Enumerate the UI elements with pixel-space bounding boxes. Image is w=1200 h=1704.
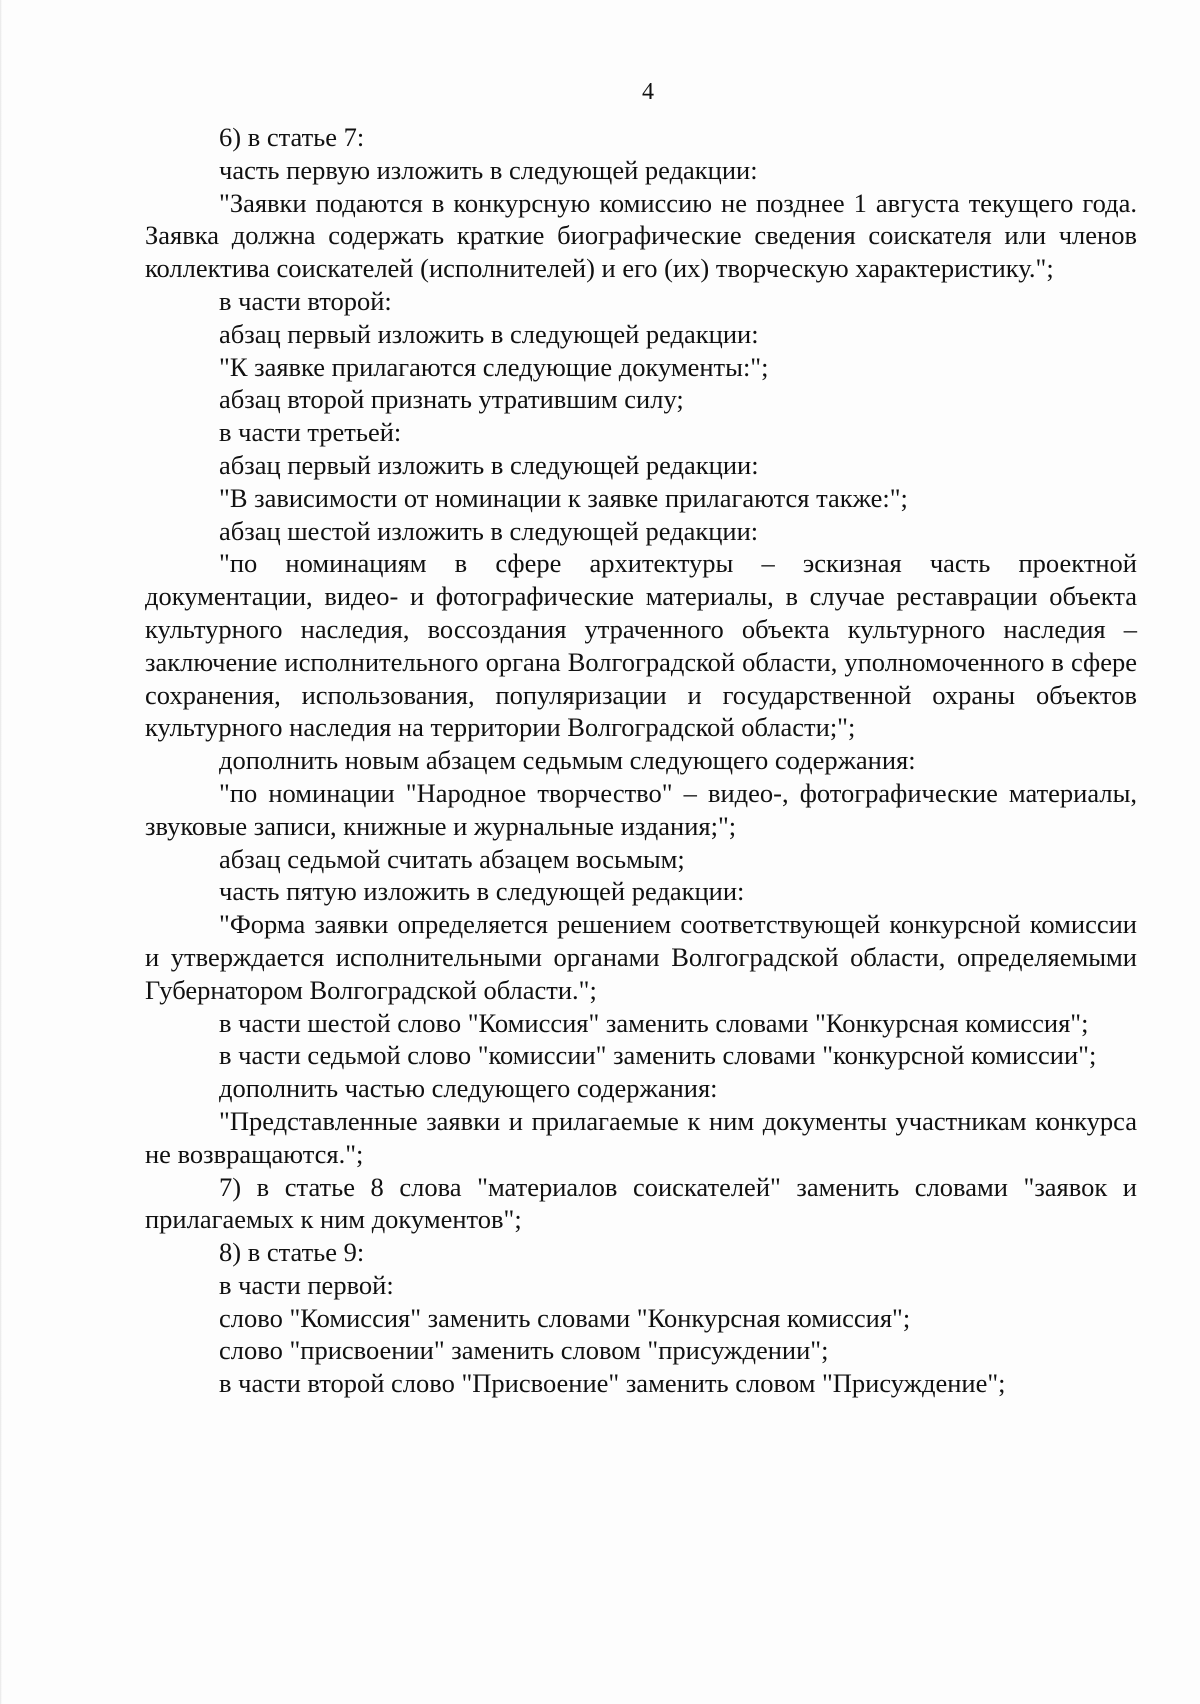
scan-edge-shadow — [0, 0, 2, 1704]
paragraph-article-9-heading: 8) в статье 9: — [219, 1237, 365, 1268]
paragraph: в части седьмой слово "комиссии" заменить словами "конкурсной комиссии"; — [219, 1040, 1097, 1071]
paragraph: "Представленные заявки и прилагаемые к ним документы участникам конкурса не возвращаются."; — [145, 1105, 1137, 1169]
paragraph: абзац седьмой считать абзацем восьмым; — [219, 843, 685, 874]
paragraph: "Форма заявки определяется решением соответствующей конкурсной комиссии и утверждается исполнительными органами Волгоградской области, определяемыми Губернатором Волгоградской области."; — [145, 909, 1137, 1005]
paragraph: часть первую изложить в следующей редакции: — [219, 154, 758, 185]
paragraph: "Заявки подаются в конкурсную комиссию не позднее 1 августа текущего года. Заявка должна содержать краткие биографические сведения соискателя или членов коллектива соискателей (исполнителей) и его (их) творческую характеристику."; — [145, 187, 1137, 284]
paragraph: абзац первый изложить в следующей редакции: — [219, 449, 759, 480]
page-number: 4 — [642, 79, 654, 105]
paragraph: слово "Комиссия" заменить словами "Конкурсная комиссия"; — [219, 1302, 911, 1333]
paragraph: дополнить новым абзацем седьмым следующего содержания: — [219, 745, 916, 776]
paragraph: абзац шестой изложить в следующей редакции: — [219, 515, 759, 546]
document-body — [145, 121, 1137, 1400]
paragraph-article-8: 7) в статье 8 слова "материалов соискателей" заменить словами "заявок и прилагаемых к ним документов"; — [145, 1171, 1137, 1235]
paragraph: в части шестой слово "Комиссия" заменить словами "Конкурсная комиссия"; — [219, 1007, 1089, 1038]
paragraph: в части первой: — [219, 1269, 394, 1300]
paragraph: "В зависимости от номинации к заявке прилагаются также:"; — [219, 482, 908, 513]
paragraph: абзац первый изложить в следующей редакции: — [219, 318, 759, 349]
paragraph-article-7-heading: 6) в статье 7: — [219, 122, 365, 152]
paragraph: "К заявке прилагаются следующие документы:"; — [219, 351, 769, 382]
paragraph: в части третьей: — [219, 417, 402, 448]
paragraph: "по номинации "Народное творчество" – видео-, фотографические материалы, звуковые записи, книжные и журнальные издания;"; — [145, 777, 1137, 841]
paragraph: абзац второй признать утратившим силу; — [219, 384, 684, 415]
paragraph: в части второй: — [219, 285, 392, 316]
paragraph: слово "присвоении" заменить словом "присуждении"; — [219, 1335, 829, 1366]
paragraph: дополнить частью следующего содержания: — [219, 1073, 718, 1104]
paragraph: в части второй слово "Присвоение" заменить словом "Присуждение"; — [219, 1368, 1006, 1399]
paragraph: часть пятую изложить в следующей редакции: — [219, 876, 745, 907]
paragraph: "по номинациям в сфере архитектуры – эскизная часть проектной документации, видео- и фотографические материалы, в случае реставрации объекта культурного наследия, воссоздания утраченного объекта культурного наследия – заключение исполнительного органа Волгоградской области, уполномоченного в сфере сохранения, использования, популяризации и государственной охраны объектов культурного наследия на территории Волгоградской области;"; — [145, 548, 1137, 743]
